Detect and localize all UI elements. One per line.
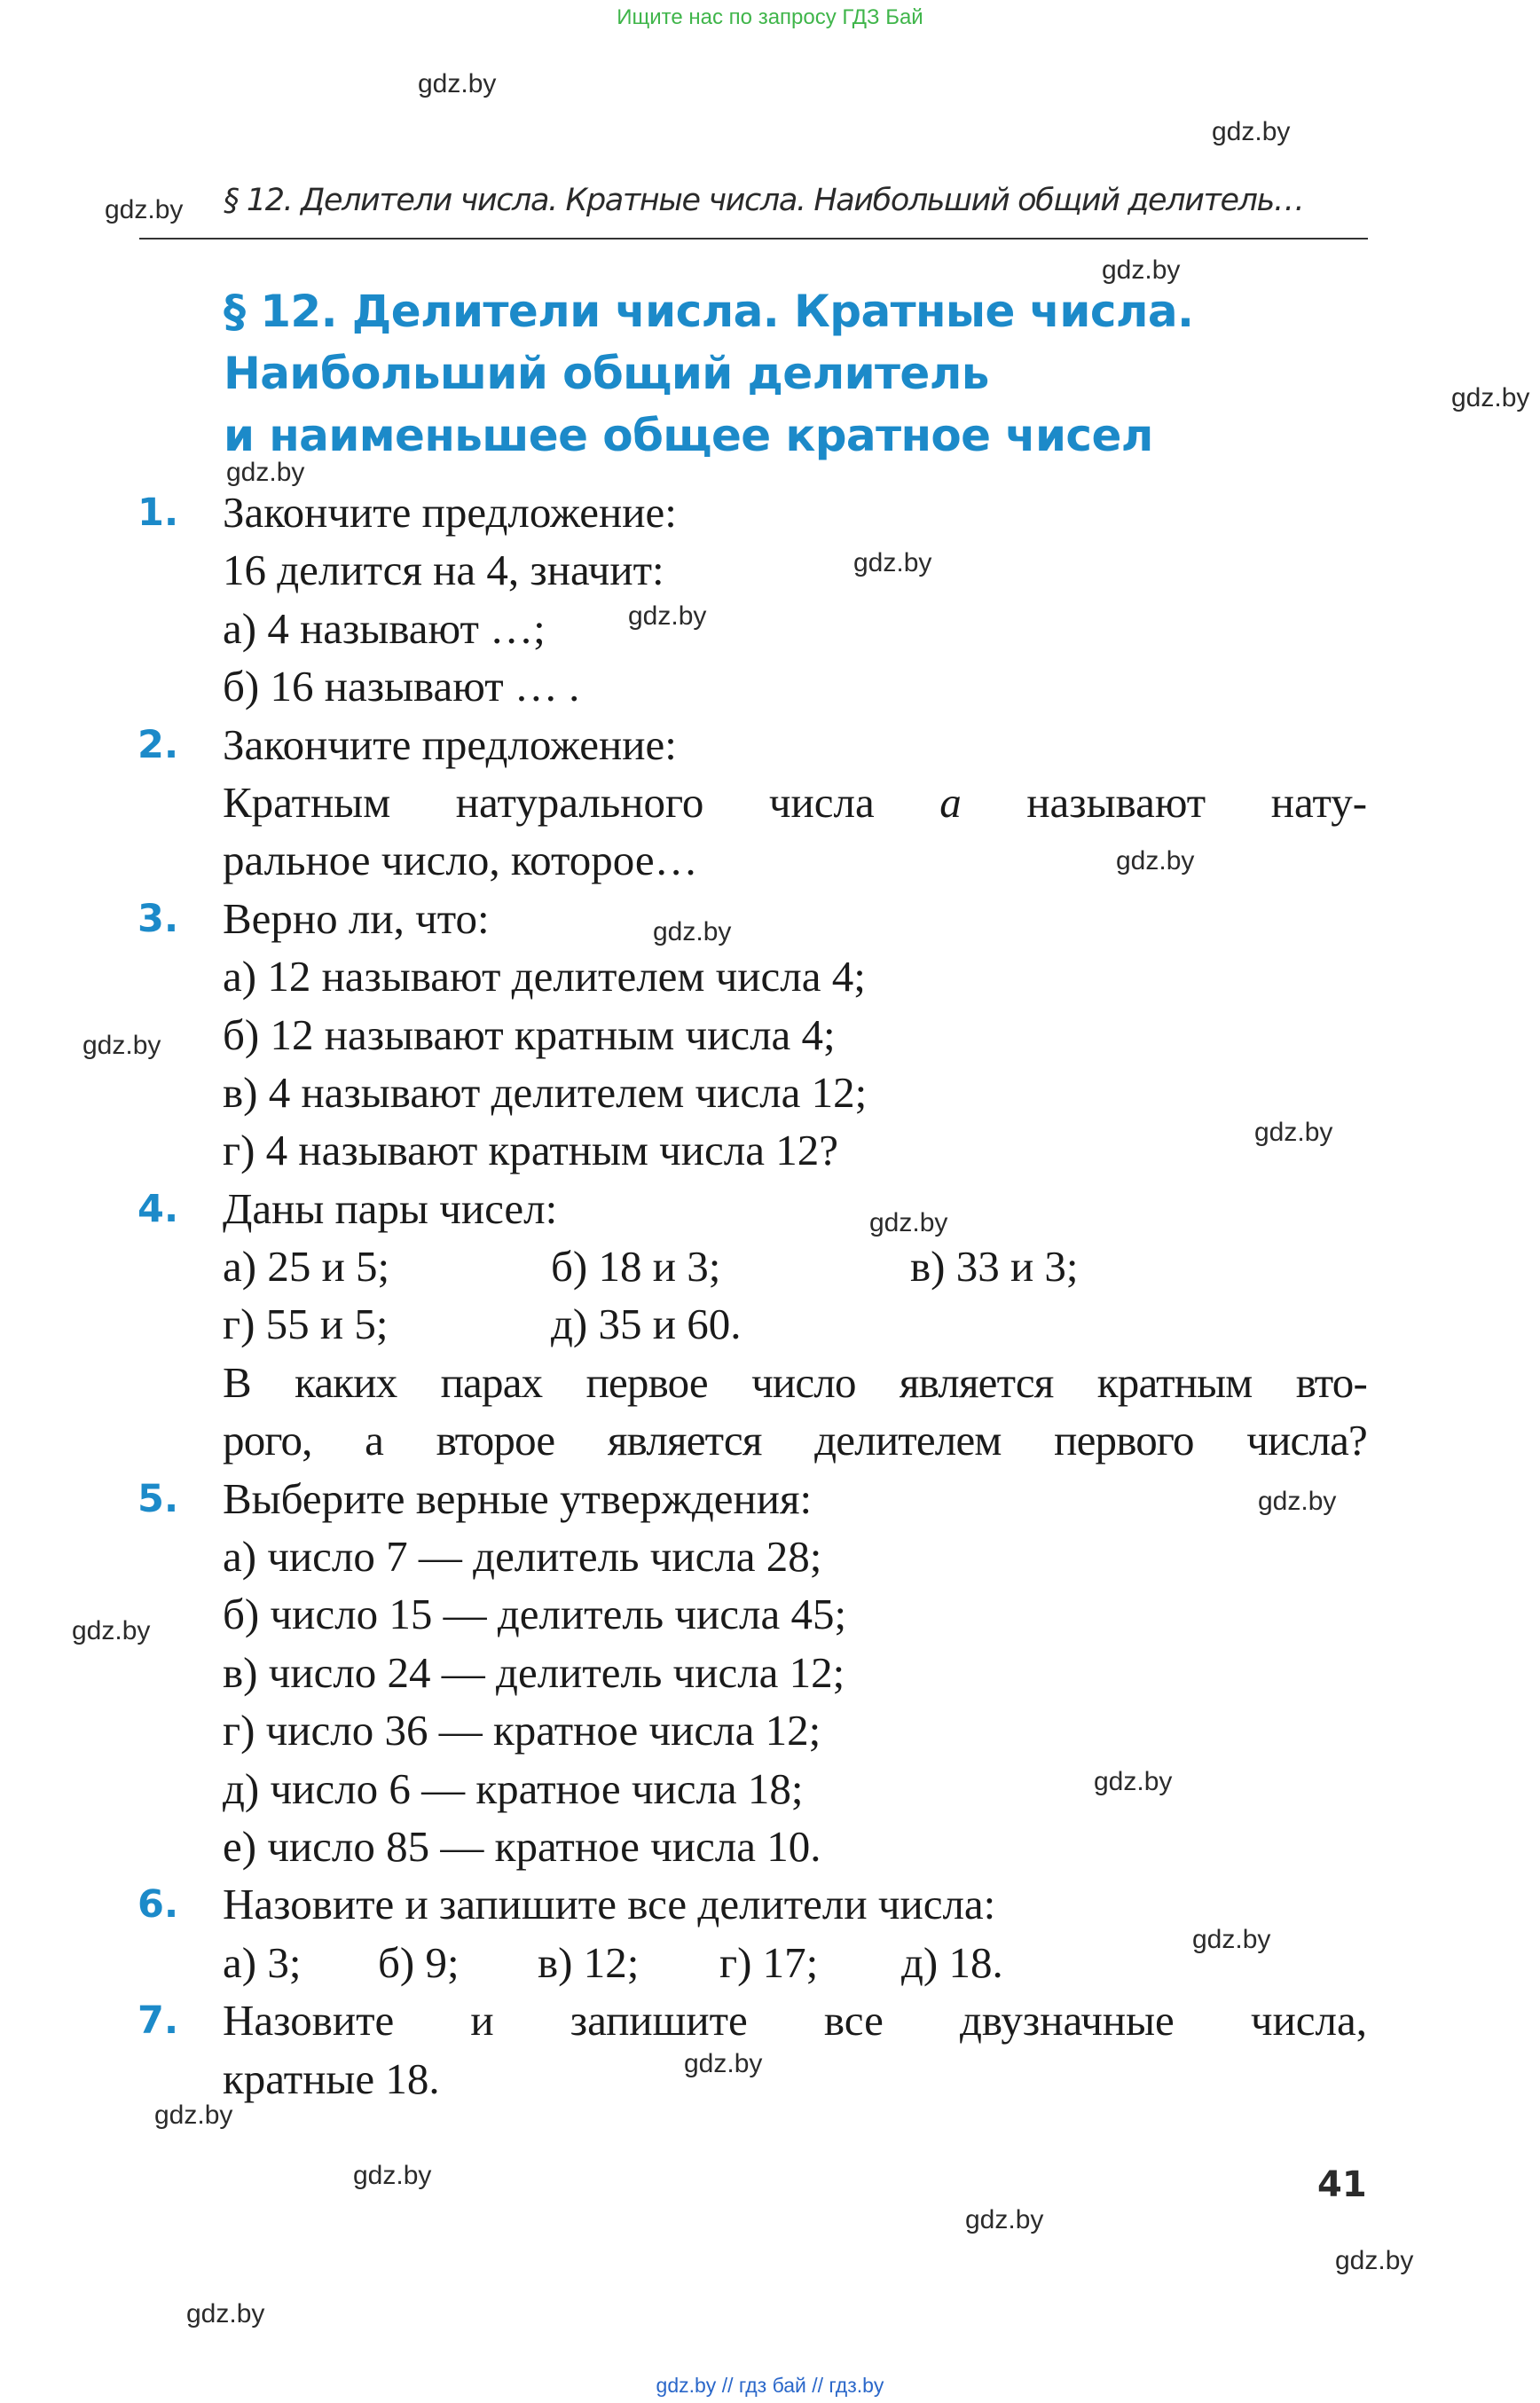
task-option: а) 25 и 5;: [223, 1242, 390, 1292]
task-number: 6.: [138, 1882, 179, 1928]
task-option: б) 18 и 3;: [551, 1242, 721, 1292]
task-number: 1.: [138, 491, 179, 535]
task-line: б) 12 называют кратным числа 4;: [223, 1009, 836, 1059]
section-title: [224, 280, 1193, 467]
watermark: gdz.by: [628, 601, 707, 631]
watermark: gdz.by: [1451, 383, 1530, 412]
task-line: ральное число, которое…: [223, 836, 698, 885]
task-4: [0, 1180, 1540, 1470]
watermark: gdz.by: [853, 548, 932, 577]
task-options-row: [0, 1295, 1367, 1353]
task-line: а) 12 называют делителем числа 4;: [223, 952, 866, 1001]
task-2: [0, 716, 1540, 890]
watermark: gdz.by: [105, 195, 184, 224]
watermark: gdz.by: [1192, 1925, 1271, 1954]
watermark: gdz.by: [1094, 1767, 1173, 1796]
watermark: gdz.by: [653, 917, 732, 946]
task-line: б) 16 называют … .: [223, 662, 580, 711]
task-line: Даны пары чисел:: [223, 1183, 558, 1233]
watermark: gdz.by: [1102, 255, 1181, 285]
task-line: б) число 15 — делитель числа 45;: [223, 1590, 847, 1639]
task-option: а) 3;: [223, 1937, 302, 1987]
task-line: [0, 774, 1367, 831]
task-number: 2.: [138, 722, 179, 767]
watermark: gdz.by: [869, 1208, 948, 1237]
task-line: г) 4 называют кратным числа 12?: [223, 1126, 838, 1175]
task-option: г) 17;: [719, 1937, 819, 1987]
watermark: gdz.by: [72, 1616, 151, 1645]
task-line: Закончите предложение:: [223, 719, 677, 769]
task-option: г) 55 и 5;: [223, 1300, 389, 1349]
task-6: [0, 1875, 1540, 1991]
task-line: а) 4 называют …;: [223, 603, 546, 653]
task-line-part: называют нату-: [1026, 777, 1368, 827]
watermark: gdz.by: [418, 69, 497, 98]
watermark: gdz.by: [1116, 846, 1195, 876]
section-title-line: § 12. Делители числа. Кратные числа.: [224, 286, 1194, 337]
task-line: Назовите и запишите все делители числа:: [223, 1880, 996, 1929]
task-line: В каких парах первое число является кратным вто-: [223, 1357, 1367, 1407]
watermark: gdz.by: [965, 2205, 1044, 2234]
task-option: д) 18.: [901, 1937, 1003, 1987]
header-rule: [139, 238, 1368, 240]
task-7: [0, 1991, 1540, 2108]
watermark: gdz.by: [154, 2101, 233, 2130]
watermark: gdz.by: [82, 1031, 161, 1060]
task-1: [0, 483, 1540, 716]
task-number: 4.: [138, 1186, 179, 1231]
task-line: Назовите и запишите все двузначные числа,: [223, 1996, 1367, 2046]
watermark: gdz.by: [1258, 1487, 1337, 1516]
page-number: 41: [1317, 2164, 1367, 2205]
watermark: gdz.by: [1335, 2246, 1414, 2275]
watermark: gdz.by: [1254, 1118, 1333, 1147]
task-option: д) 35 и 60.: [551, 1300, 742, 1349]
task-option: в) 33 и 3;: [910, 1242, 1079, 1292]
watermark: gdz.by: [684, 2049, 763, 2078]
section-title-line: и наименьшее общее кратное чисел: [224, 410, 1153, 461]
watermark: gdz.by: [226, 458, 305, 487]
task-number: 3.: [138, 896, 179, 941]
task-options-row: [0, 1237, 1367, 1295]
task-line: Закончите предложение:: [223, 488, 677, 537]
section-title-line: Наибольший общий делитель: [224, 348, 989, 399]
watermark: gdz.by: [186, 2299, 265, 2328]
task-line: Верно ли, что:: [223, 893, 490, 943]
task-line: Выберите верные утверждения:: [223, 1473, 813, 1523]
variable-a: a: [939, 777, 962, 827]
task-line: е) число 85 — кратное числа 10.: [223, 1821, 821, 1871]
task-option: б) 9;: [378, 1937, 460, 1987]
task-line: рого, а второе является делителем первого числа?: [223, 1416, 1367, 1465]
task-line: г) число 36 — кратное числа 12;: [223, 1706, 821, 1755]
task-line: в) число 24 — делитель числа 12;: [223, 1647, 845, 1697]
task-line: 16 делится на 4, значит:: [223, 546, 664, 595]
task-5: [0, 1470, 1540, 1876]
task-line-part: Кратным натурального числа: [223, 777, 875, 827]
task-line: д) число 6 — кратное числа 18;: [223, 1763, 804, 1813]
task-3: [0, 890, 1540, 1180]
watermark: gdz.by: [1212, 117, 1291, 146]
top-banner: Ищите нас по запросу ГДЗ Бай: [617, 5, 923, 29]
task-line: кратные 18.: [223, 2054, 440, 2103]
watermark: gdz.by: [353, 2161, 432, 2190]
task-option: в) 12;: [538, 1937, 640, 1987]
bottom-banner: gdz.by // гдз бай // гдз.by: [656, 2374, 884, 2397]
running-head: § 12. Делители числа. Кратные числа. Наибольший общий делитель…: [224, 183, 1304, 218]
task-options-row: [0, 1934, 1367, 1991]
task-line: а) число 7 — делитель числа 28;: [223, 1532, 822, 1582]
task-line: в) 4 называют делителем числа 12;: [223, 1067, 868, 1117]
task-number: 5.: [138, 1476, 179, 1521]
task-list: [0, 483, 1540, 2108]
task-number: 7.: [138, 1999, 179, 2044]
